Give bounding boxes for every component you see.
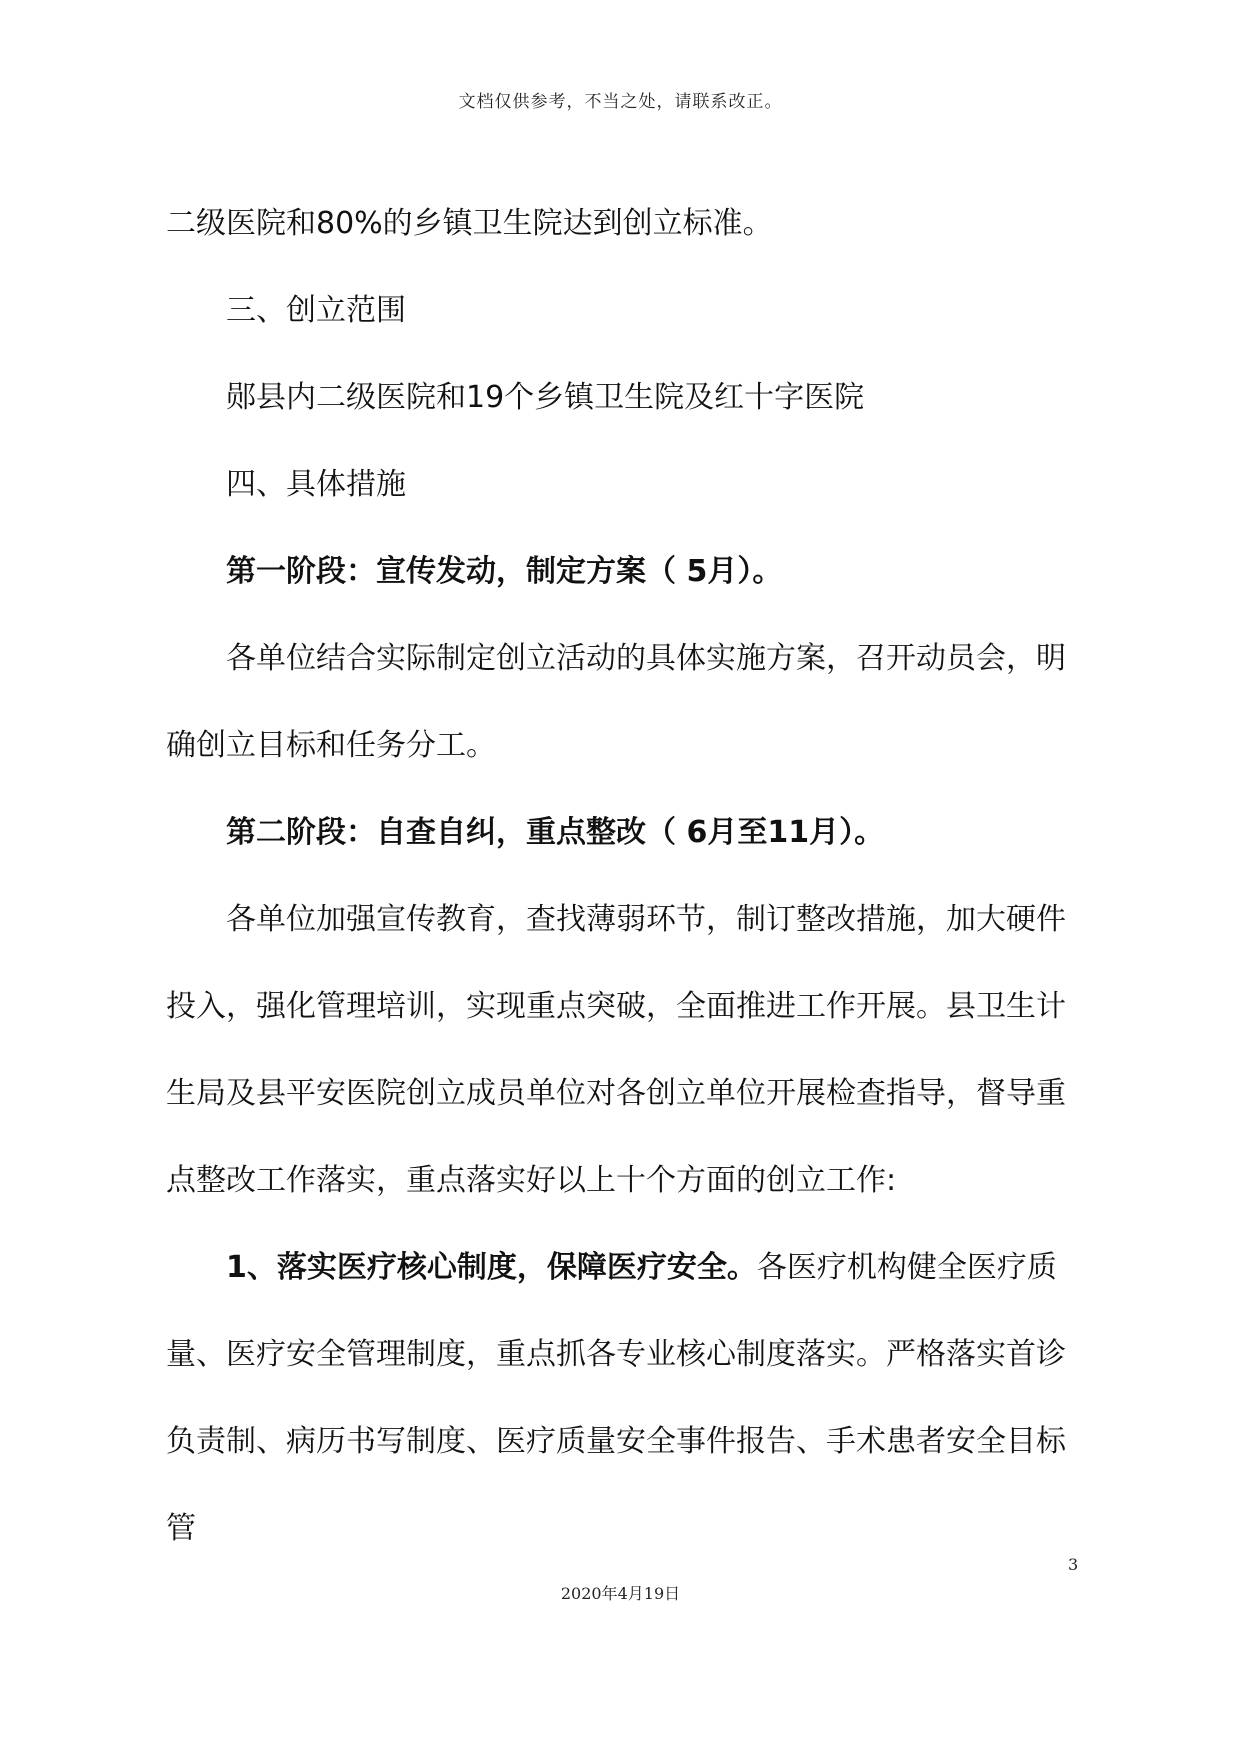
item-1-heading: 1、落实医疗核心制度，保障医疗安全。 [226, 1250, 757, 1285]
stage-one-heading: 第一阶段：宣传发动，制定方案（ 5月）。 [226, 554, 783, 589]
item-1-paragraph [166, 1224, 1086, 1572]
stage-one-text: 各单位结合实际制定创立活动的具体实施方案，召开动员会，明确创立目标和任务分工。 [166, 641, 1066, 763]
paragraph-1: 二级医院和80%的乡镇卫生院达到创立标准。 [166, 206, 773, 241]
stage-two-heading: 第二阶段：自查自纠，重点整改（ 6月至11月）。 [226, 815, 885, 850]
page-number: 3 [1068, 1555, 1079, 1574]
item-1-text: 各医疗机构健全医疗质量、医疗安全管理制度，重点抓各专业核心制度落实。严格落实首诊负责制、病历书写制度、医疗质量安全事件报告、手术患者安全目标管 [166, 1250, 1066, 1546]
document-body [166, 180, 1086, 1572]
section-heading-scope: 三、创立范围 [226, 293, 406, 328]
footer-date: 2020年4月19日 [560, 1584, 681, 1603]
stage-two-text: 各单位加强宣传教育，查找薄弱环节，制订整改措施，加大硬件投入，强化管理培训，实现重点突破，全面推进工作开展。县卫生计生局及县平安医院创立成员单位对各创立单位开展检查指导，督导重点整改工作落实，重点落实好以上十个方面的创立工作: [166, 902, 1066, 1198]
section-heading-measures: 四、具体措施 [226, 467, 406, 502]
header-note: 文档仅供参考，不当之处，请联系改正。 [458, 92, 783, 112]
paragraph-scope: 郧县内二级医院和19个乡镇卫生院及红十字医院 [226, 380, 865, 415]
